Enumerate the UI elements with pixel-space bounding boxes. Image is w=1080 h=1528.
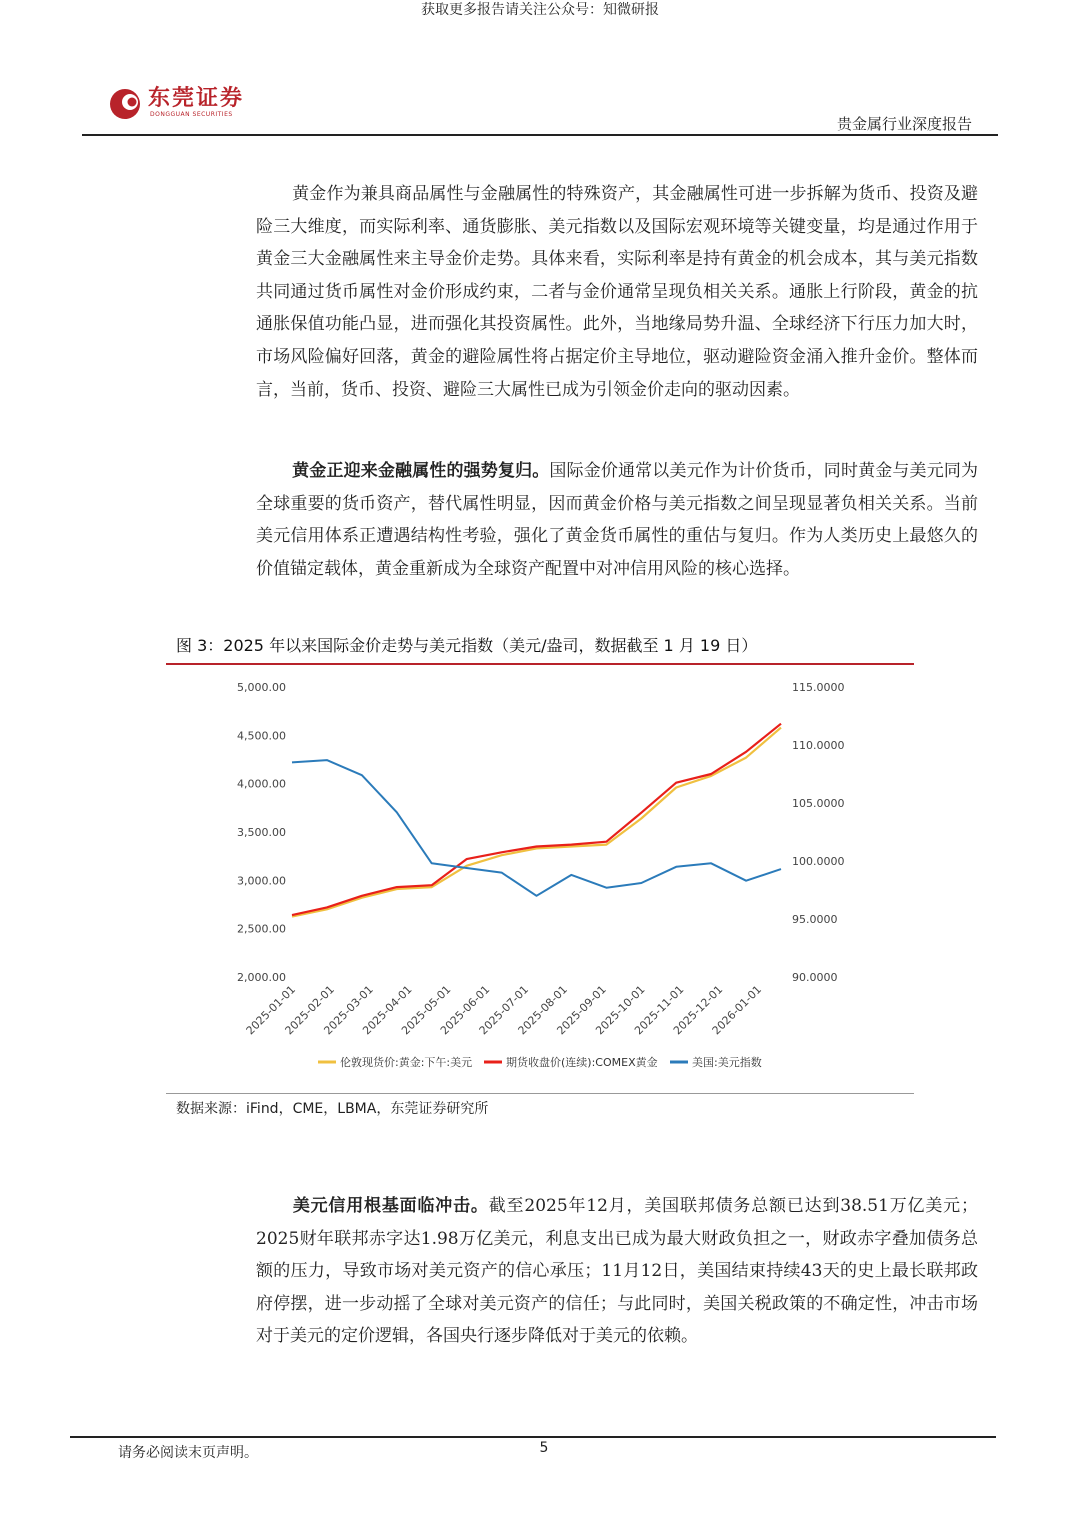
figure-source: 数据来源：iFind，CME，LBMA，东莞证券研究所 xyxy=(176,1101,489,1117)
x-tick-label: 2025-09-01 xyxy=(554,982,609,1038)
y-left-tick-label: 3,500.00 xyxy=(237,826,286,839)
company-logo xyxy=(108,86,144,122)
series-line-2 xyxy=(292,724,781,915)
x-tick-label: 2025-05-01 xyxy=(399,982,454,1038)
gold-vs-dxy-chart xyxy=(166,668,914,1084)
x-tick-label: 2025-06-01 xyxy=(437,982,493,1038)
y-right-tick-label: 100.0000 xyxy=(792,855,845,868)
footer-disclaimer: 请务必阅读末页声明。 xyxy=(118,1445,258,1461)
page-number: 5 xyxy=(539,1440,549,1456)
paragraph-1: 黄金作为兼具商品属性与金融属性的特殊资产，其金融属性可进一步拆解为货币、投资及避险三大维度，而实际利率、通货膨胀、美元指数以及国际宏观环境等关键变量，均是通过作用于黄金三大金融属性来主导金价走势。具体来看，实际利率是持有黄金的机会成本，其与美元指数共同通过货币属性对金价形成约束，二者与金价通常呈现负相关关系。通胀上行阶段，黄金的抗通胀保值功能凸显，进而强化其投资属性。此外，当地缘局势升温、全球经济下行压力加大时，市场风险偏好回落，黄金的避险属性将占据定价主导地位，驱动避险资金涌入推升金价。整体而言，当前，货币、投资、避险三大属性已成为引领金价走向的驱动因素。 xyxy=(256,184,978,400)
x-tick-label: 2025-10-01 xyxy=(593,982,648,1038)
paragraph-3: 美元信用根基面临冲击。截至2025年12月，美国联邦债务总额已达到38.51万亿美元；2025财年联邦赤字达1.98万亿美元，利息支出已成为最大财政负担之一，财政赤字叠加债务总额的压力，导致市场对美元资产的信心承压；11月12日，美国结束持续43天的史上最长联邦政府停摆，进一步动摇了全球对美元资产的信任；与此同时，美国关税政策的不确定性，冲击市场对于美元的定价逻辑，各国央行逐步降低对于美元的依赖。 xyxy=(256,1196,978,1347)
legend-label: 期货收盘价(连续):COMEX黄金 xyxy=(506,1056,658,1069)
figure-bottom-rule xyxy=(166,1093,914,1094)
figure-title-rule xyxy=(166,663,914,665)
brand-name: 东莞证券 xyxy=(148,85,245,111)
figure-title: 图 3：2025 年以来国际金价走势与美元指数（美元/盎司，数据截至 1 月 19 日） xyxy=(176,636,758,655)
x-tick-label: 2025-04-01 xyxy=(360,982,415,1038)
series-line-1 xyxy=(292,728,781,917)
y-left-tick-label: 4,000.00 xyxy=(237,777,286,791)
series-line-3 xyxy=(292,760,781,896)
y-right-tick-label: 105.0000 xyxy=(792,797,845,810)
x-tick-label: 2025-02-01 xyxy=(282,982,337,1038)
header-rule xyxy=(82,134,998,136)
y-left-tick-label: 2,000.00 xyxy=(237,971,286,984)
legend-label: 伦敦现货价:黄金:下午:美元 xyxy=(340,1056,473,1069)
x-tick-label: 2025-08-01 xyxy=(515,982,570,1038)
y-left-tick-label: 2,500.00 xyxy=(237,922,286,936)
chart-svg xyxy=(166,668,914,1084)
y-right-tick-label: 90.0000 xyxy=(792,971,838,984)
brand-name-en: DONGGUAN SECURITIES xyxy=(150,111,233,118)
y-right-tick-label: 95.0000 xyxy=(792,913,838,926)
y-left-tick-label: 3,000.00 xyxy=(237,874,286,888)
y-right-tick-label: 115.0000 xyxy=(792,681,845,694)
paragraph-2: 黄金正迎来金融属性的强势复归。国际金价通常以美元作为计价货币，同时黄金与美元同为全球重要的货币资产，替代属性明显，因而黄金价格与美元指数之间呈现显著负相关关系。当前美元信用体系正遭遇结构性考验，强化了黄金货币属性的重估与复归。作为人类历史上最悠久的价值锚定载体，黄金重新成为全球资产配置中对冲信用风险的核心选择。 xyxy=(256,461,979,579)
x-tick-label: 2025-07-01 xyxy=(476,982,532,1038)
legend-label: 美国:美元指数 xyxy=(692,1056,762,1069)
paragraph-2-lead: 黄金正迎来金融属性的强势复归。 xyxy=(292,461,550,481)
y-right-tick-label: 110.0000 xyxy=(792,739,845,752)
top-banner: 获取更多报告请关注公众号：知微研报 xyxy=(421,2,659,18)
x-tick-label: 2026-01-01 xyxy=(709,982,765,1038)
x-tick-label: 2025-11-01 xyxy=(632,982,687,1038)
y-left-tick-label: 5,000.00 xyxy=(237,681,286,694)
x-tick-label: 2025-01-01 xyxy=(243,982,299,1038)
x-tick-label: 2025-12-01 xyxy=(670,982,726,1038)
report-type: 贵金属行业深度报告 xyxy=(836,115,972,133)
y-left-tick-label: 4,500.00 xyxy=(237,729,286,743)
paragraph-3-lead: 美元信用根基面临冲击。 xyxy=(292,1196,489,1216)
x-tick-label: 2025-03-01 xyxy=(321,982,376,1038)
